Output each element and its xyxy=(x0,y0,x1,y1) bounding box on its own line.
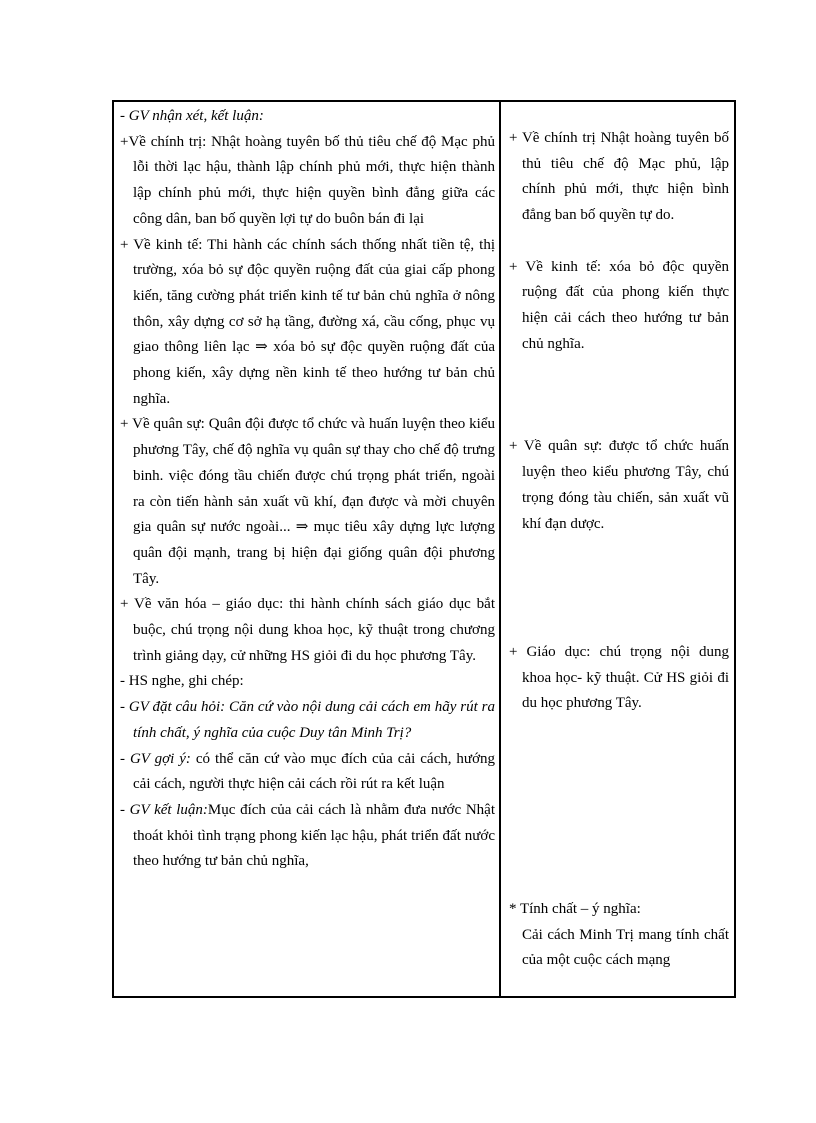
teacher-student-activities-column xyxy=(114,102,501,996)
military-summary: + Về quân sự: được tổ chức huấn luyện theo kiểu phương Tây, chú trọng đóng tàu chiến, sản xuất vũ khí đạn dược. xyxy=(509,438,729,532)
politics-paragraph: +Về chính trị: Nhật hoàng tuyên bố thủ tiêu chế độ Mạc phủ lỗi thời lạc hậu, thành lập chính phủ mới, thực hiện thành lập chính phủ mới, thực hiện quyền bình đẳng giữa các công dân, ban bố quyền lợi tự do buôn bán đi lại xyxy=(120,133,495,227)
education-summary: + Giáo dục: chú trọng nội dung khoa học- kỹ thuật. Cử HS giỏi đi du học phương Tây. xyxy=(509,643,729,712)
teacher-conclusion-heading: - GV nhận xét, kết luận: xyxy=(120,108,264,124)
teacher-hint-paragraph xyxy=(120,747,495,798)
teacher-final-conclusion-text: Mục đích của cải cách là nhằm đưa nước Nhật thoát khỏi tình trạng phong kiến lạc hậu, phát triển đất nước theo hướng tư bản chủ nghĩa, xyxy=(133,801,495,870)
teacher-hint-text: có thể căn cứ vào mục đích của cải cách, hướng cải cách, người thực hiện cải cách rồi rút ra kết luận xyxy=(133,750,495,793)
teacher-question-paragraph: - GV đặt câu hỏi: Căn cứ vào nội dung cải cách em hãy rút ra tính chất, ý nghĩa của cuộc Duy tân Minh Trị? xyxy=(120,699,495,741)
politics-summary: + Về chính trị Nhật hoàng tuyên bố thủ tiêu chế độ Mạc phủ, lập chính phủ mới, thực hiện bình đẳng ban bố quyền tự do. xyxy=(509,130,729,224)
student-note-line: - HS nghe, ghi chép: xyxy=(120,673,244,690)
teacher-hint-label: - GV gợi ý: xyxy=(120,750,191,767)
teacher-final-conclusion-label: - GV kết luận: xyxy=(120,801,208,818)
nature-significance-heading: * Tính chất – ý nghĩa: xyxy=(509,900,641,917)
military-paragraph: + Về quân sự: Quân đội được tổ chức và huấn luyện theo kiểu phương Tây, chế độ nghĩa vụ quân sự thay cho chế độ trưng binh. việc đóng tầu chiến được chú trọng phát triển, ngoài ra còn tiến hành sản xuất vũ khí, đạn được và mời chuyên gia quân sự nước ngoài... ⇒ mục tiêu xây dựng lực lượng quân đội mạnh, trang bị hiện đại giống quân đội phương Tây. xyxy=(120,416,495,587)
economy-paragraph: + Về kinh tế: Thi hành các chính sách thống nhất tiền tệ, thị trường, xóa bỏ sự độc quyền ruộng đất của giai cấp phong kiến, tăng cường phát triển kinh tế tư bản chủ nghĩa ở nông thôn, xây dựng cơ sở hạ tầng, đường xá, cầu cống, phục vụ giao thông liên lạc ⇒ xóa bỏ sự độc quyền ruộng đất của phong kiến, xây dựng nền kinh tế theo hướng tư bản chủ nghĩa. xyxy=(120,236,495,407)
culture-education-paragraph: + Về văn hóa – giáo dục: thi hành chính sách giáo dục bắt buộc, chú trọng nội dung khoa học, kỹ thuật trong chương trình giảng dạy, cử những HS giỏi đi du học phương Tây. xyxy=(120,596,495,664)
economy-summary: + Về kinh tế: xóa bỏ độc quyền ruộng đất của phong kiến thực hiện cải cách theo hướng tư bản chủ nghĩa. xyxy=(509,258,729,352)
knowledge-column xyxy=(501,102,734,996)
lesson-table xyxy=(112,100,736,998)
nature-significance-text: Cải cách Minh Trị mang tính chất của một cuộc cách mạng xyxy=(522,926,729,969)
teacher-final-conclusion-paragraph xyxy=(120,798,495,875)
